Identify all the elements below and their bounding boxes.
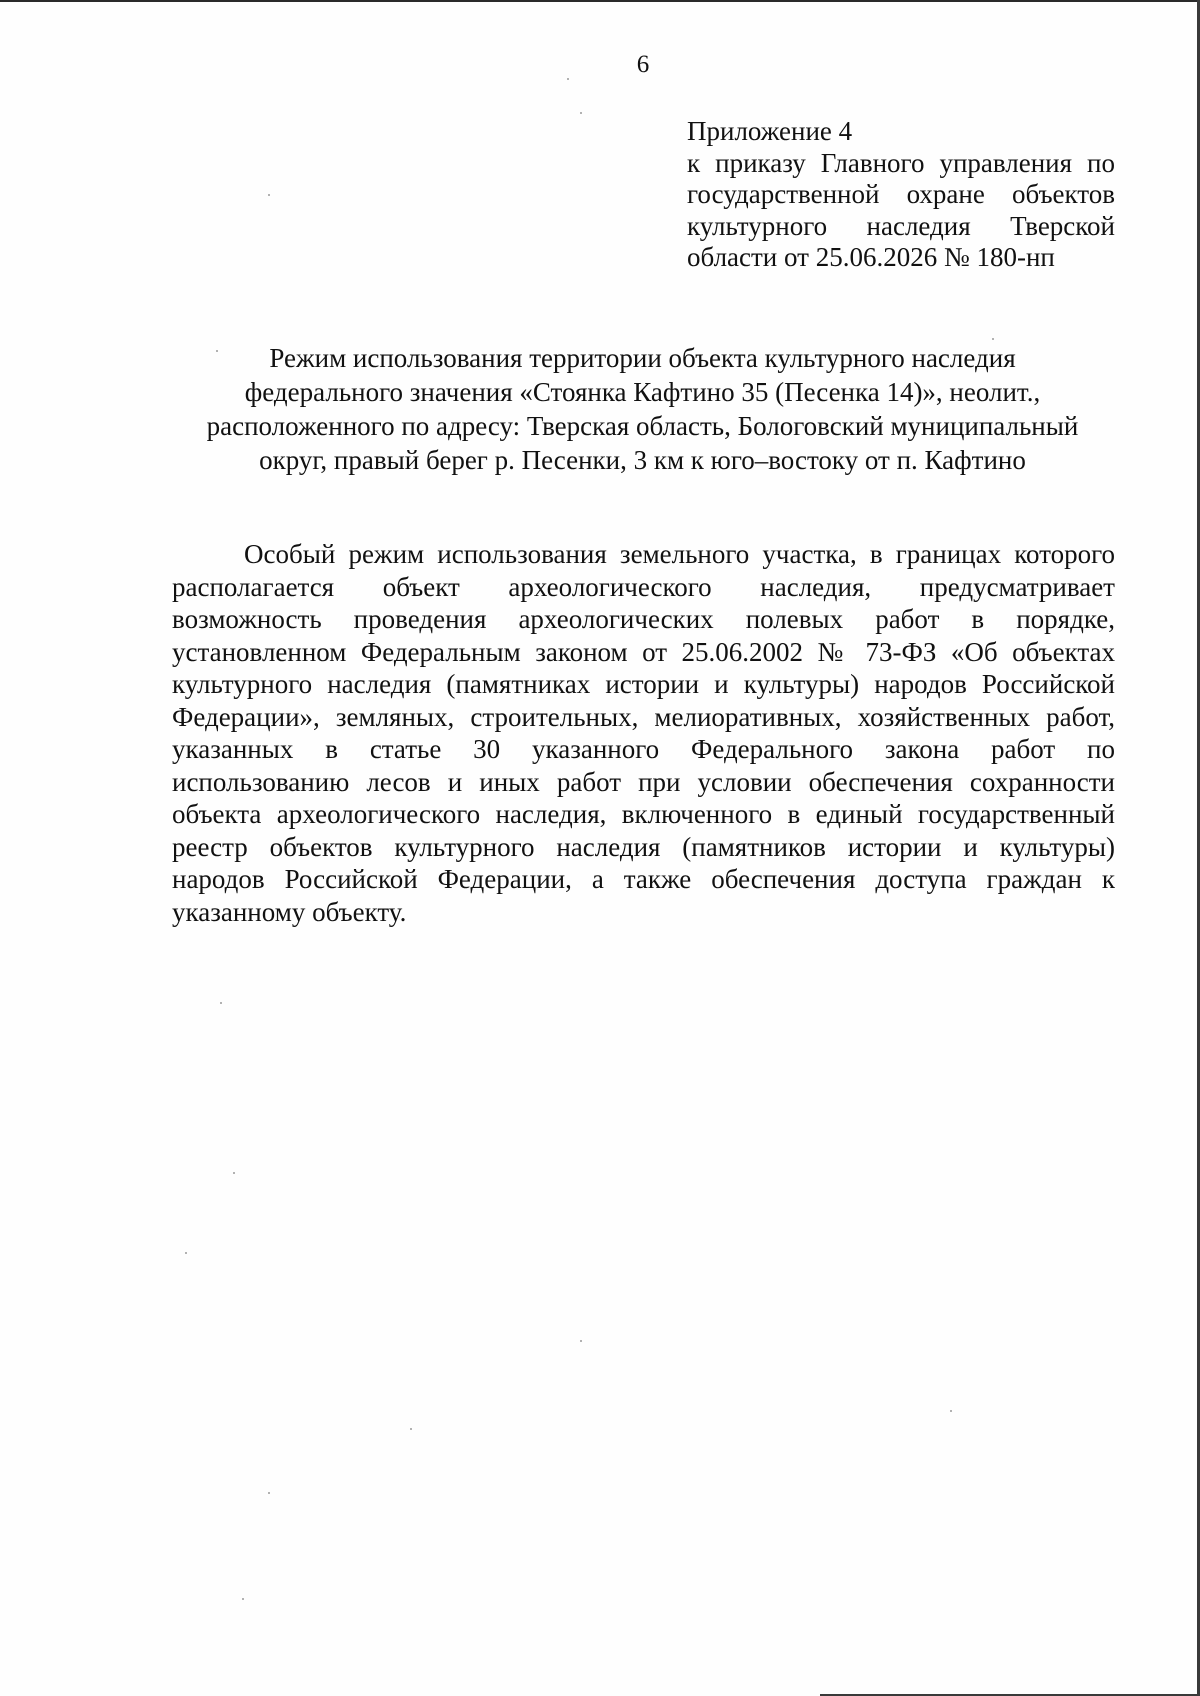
appendix-header — [687, 116, 1115, 274]
body-line: использованию лесов и иных работ при условии обеспечения сохранности — [172, 766, 1115, 797]
scan-speck — [233, 1172, 235, 1174]
body-line: народов Российской Федерации, а также обеспечения доступа граждан к — [172, 864, 1115, 894]
body-line: указанных в статье 30 указанного Федерального закона работ по — [172, 734, 1115, 764]
scan-edge-top — [0, 0, 1200, 2]
scan-speck — [268, 1492, 270, 1494]
appendix-line: культурного наследия Тверской — [687, 210, 1115, 241]
body-line: Особый режим использования земельного участка, в границах которого — [244, 539, 1115, 569]
scan-speck — [410, 1428, 412, 1430]
appendix-line: государственной охране объектов — [687, 179, 1115, 209]
body-line: указанному объекту. — [172, 896, 407, 927]
appendix-line: области от 25.06.2026 № 180-нп — [687, 242, 1055, 272]
document-title — [160, 341, 1125, 477]
body-line: располагается объект археологического наследия, предусматривает — [172, 571, 1115, 602]
title-line: округ, правый берег р. Песенки, 3 км к юго–востоку от п. Кафтино — [259, 445, 1026, 475]
body-line: установленном Федеральным законом от 25.06.2002 № 73-ФЗ «Об объектах — [172, 636, 1115, 667]
body-line: реестр объектов культурного наследия (памятников истории и культуры) — [172, 831, 1115, 862]
scan-speck — [185, 1252, 187, 1254]
body-line: возможность проведения археологических полевых работ в порядке, — [172, 604, 1115, 634]
page-number: 6 — [636, 51, 650, 78]
scan-speck — [992, 338, 994, 340]
body-line: культурного наследия (памятниках истории и культуры) народов Российской — [172, 669, 1115, 699]
body-paragraph — [172, 538, 1115, 928]
body-line: Федерации», земляных, строительных, мелиоративных, хозяйственных работ, — [172, 701, 1115, 732]
appendix-line: к приказу Главного управления по — [687, 147, 1115, 178]
scan-speck — [580, 1340, 582, 1342]
appendix-line: Приложение 4 — [687, 116, 853, 146]
title-line: Режим использования территории объекта культурного наследия — [269, 343, 1016, 373]
title-line: федерального значения «Стоянка Кафтино 35 (Песенка 14)», неолит., — [244, 377, 1041, 407]
title-line: расположенного по адресу: Тверская область, Бологовский муниципальный — [206, 411, 1079, 441]
scan-speck — [220, 1002, 222, 1004]
scan-speck — [268, 194, 270, 196]
scan-speck — [950, 1410, 952, 1412]
scan-speck — [242, 1598, 244, 1600]
scan-speck — [580, 112, 582, 114]
body-line: объекта археологического наследия, включенного в единый государственный — [172, 799, 1115, 829]
